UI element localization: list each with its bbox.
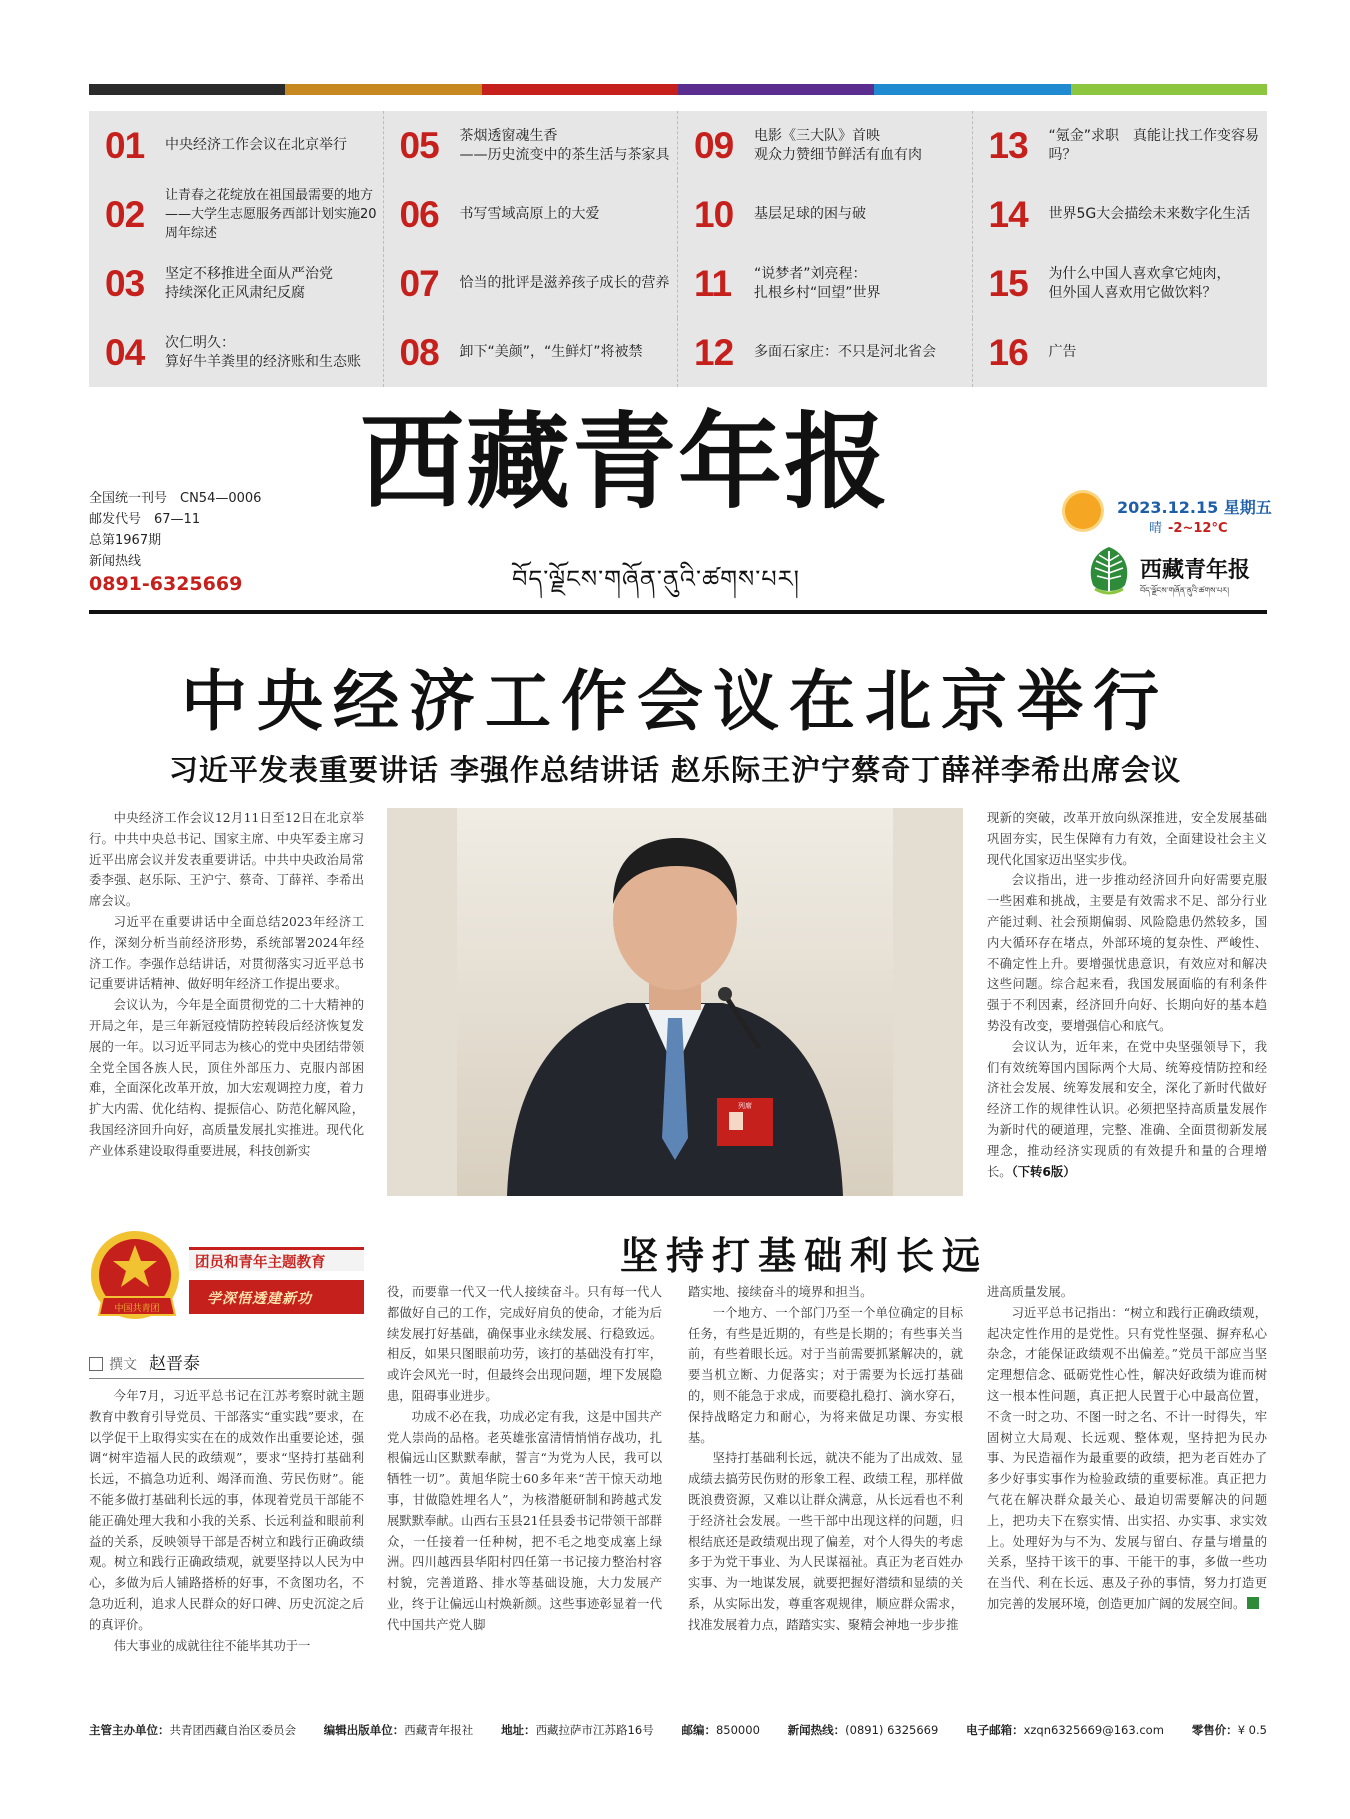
toc-item[interactable] — [384, 111, 679, 180]
logo-tibetan: བོད་ལྗོངས་གཞོན་ནུའི་ཚགས་པར། — [1140, 586, 1229, 595]
toc-item[interactable] — [973, 249, 1268, 318]
paragraph: 习近平在重要讲话中全面总结2023年经济工作，深刻分析当前经济形势，系统部署2024年经济工作。李强作总结讲话，对贯彻落实习近平总书记重要讲话精神、做好明年经济工作提出要求。 — [89, 914, 364, 992]
toc-item[interactable] — [384, 249, 679, 318]
issue-date: 2023.12.15 星期五 — [1117, 498, 1272, 517]
issn-line: 全国统一刊号 CN54—0006 — [89, 491, 262, 506]
paragraph — [987, 1303, 1267, 1615]
page-number: 09 — [694, 124, 734, 166]
page-number: 01 — [105, 124, 145, 166]
toc-item[interactable] — [678, 111, 973, 180]
toc-title: 让青春之花绽放在祖国最需要的地方 ——大学生志愿服务西部计划实施20周年综述 — [165, 188, 377, 241]
speaker-photo — [387, 808, 963, 1196]
page-number: 15 — [988, 262, 1028, 304]
page-number: 14 — [988, 193, 1028, 235]
toc-title: 书写雪域高原上的大爱 — [459, 206, 600, 222]
footer-label: 地址： — [501, 1723, 536, 1737]
temperature: -2~12°C — [1168, 521, 1228, 536]
toc-title: 为什么中国人喜欢拿它炖肉， 但外国人喜欢用它做饮料？ — [1048, 265, 1231, 301]
newspaper-title-tibetan: བོད་ལྗོངས་གཞོན་ནུའི་ཚགས་པར། — [512, 565, 800, 593]
footer-price — [1192, 1722, 1267, 1738]
toc-item[interactable] — [89, 249, 384, 318]
footer-label: 编辑出版单位： — [323, 1723, 405, 1737]
badge-caption: 列席 — [738, 1102, 752, 1110]
toc-item[interactable] — [973, 180, 1268, 249]
page-number: 10 — [694, 193, 734, 235]
hotline-number: 0891-6325669 — [89, 573, 243, 595]
youth-league-emblem-icon — [89, 1225, 189, 1335]
paragraph: 现新的突破，改革开放向纵深推进，安全发展基础巩固夯实，民生保障有力有效，全面建设社会主义现代化国家迈出坚实步伐。 — [987, 811, 1267, 867]
byline-label: 撰文 — [109, 1357, 137, 1373]
lead-column-2 — [987, 808, 1267, 1201]
footer-value: 西藏拉萨市江苏路16号 — [535, 1723, 654, 1737]
paragraph-text: 会议认为，近年来，在党中央坚强领导下，我们有效统筹国内国际两个大局、统筹疫情防控和经济社会发展、统筹发展和安全，深化了新时代做好经济工作的规律性认识。必须把坚持高质量发展作为新时代的硬道理，完整、准确、全面贯彻新发展理念，推动经济实现质的有效提升和量的合理增长。 — [987, 1039, 1267, 1179]
toc-item[interactable] — [384, 180, 679, 249]
toc-title: 茶烟透窗魂生香 ——历史流变中的茶生活与茶家具 — [459, 127, 670, 163]
page-number: 06 — [399, 193, 439, 235]
byline — [89, 1349, 364, 1379]
lead-subheadline: 习近平发表重要讲话 李强作总结讲话 赵乐际王沪宁蔡奇丁薛祥李希出席会议 — [168, 753, 1182, 787]
paragraph: 会议认为，今年是全面贯彻党的二十大精神的开局之年，是三年新冠疫情防控转段后经济恢复发展的一年。以习近平同志为核心的党中央团结带领全党全国各族人民，顶住外部压力、克服内部困难，全面深化改革开放，加大宏观调控力度，着力扩大内需、优化结构、提振信心、防范化解风险，我国经济回升向好，高质量发展扎实推进。现代化产业体系建设取得重要进展，科技创新实 — [89, 998, 364, 1158]
theme-slogan: 学深悟透建新功 — [207, 1291, 312, 1307]
footer-label: 零售价： — [1191, 1723, 1238, 1737]
paragraph: 一个地方、一个部门乃至一个单位确定的目标任务，有些是近期的，有些是长期的；有些事关当前，有些着眼长远。对于当前需要抓紧解决的，就要当机立断、力促落实；对于需要为长远打基础的，则不能急于求成，而要稳扎稳打、滴水穿石，保持战略定力和耐心，为将来做足功课、夯实根基。 — [688, 1305, 963, 1445]
weather-text: 晴 — [1149, 521, 1163, 536]
toc-title: 广告 — [1048, 344, 1077, 360]
toc-title: 卸下“美颜”，“生鲜灯”将被禁 — [459, 344, 643, 360]
page-number: 11 — [694, 262, 732, 304]
footer-sponsor — [89, 1722, 296, 1738]
paragraph: 伟大事业的成就往往不能毕其功于一 — [113, 1638, 311, 1653]
lead-headline: 中央经济工作会议在北京举行 — [181, 663, 1169, 740]
hotline-label: 新闻热线 — [89, 554, 142, 569]
footer-label: 电子邮箱： — [966, 1723, 1024, 1737]
author-name: 赵晋泰 — [149, 1354, 200, 1374]
column-text-2 — [387, 1282, 662, 1677]
toc-title: 次仁明久： 算好牛羊粪里的经济账和生态账 — [165, 334, 361, 370]
logo-name: 西藏青年报 — [1140, 557, 1251, 583]
page-number: 04 — [105, 331, 145, 373]
paragraph: 会议指出，进一步推动经济回升向好需要克服一些困难和挑战，主要是有效需求不足、部分行业产能过剩、社会预期偏弱、风险隐患仍然较多，国内大循环存在堵点，外部环境的复杂性、严峻性、不确定性上升。要增强忧患意识，有效应对和解决这些问题。综合起来看，我国发展面临的有利条件强于不利因素，经济回升向好、长期向好的基本趋势没有改变，要增强信心和底气。 — [987, 873, 1267, 1033]
footer-value: ¥ 0.5 — [1237, 1723, 1267, 1737]
contents-index — [89, 111, 1267, 387]
toc-item[interactable] — [89, 111, 384, 180]
paragraph — [987, 1037, 1267, 1183]
footer-value[interactable]: xzqn6325669@163.com — [1023, 1723, 1164, 1737]
toc-title: 世界5G大会描绘未来数字化生活 — [1048, 206, 1251, 222]
page-number: 07 — [399, 262, 439, 304]
toc-item[interactable] — [678, 180, 973, 249]
sun-icon — [1065, 493, 1101, 529]
paragraph: 坚持打基础利长远，就决不能为了出成效、显成绩去搞劳民伤财的形象工程、政绩工程，那样做既浪费资源，又难以让群众满意，从长远看也不利于经济社会发展。一些干部中出现这样的问题，归根结底还是政绩观出现了偏差，对个人得失的考虑多于为党干事业、为人民谋福祉。真正为老百姓办实事、为一地谋发展，就要把握好潜绩和显绩的关系，从实际出发，尊重客观规律，顺应群众需求，找准发展着力点，踏踏实实、聚精会神地一步步推 — [688, 1451, 963, 1632]
brand-logo — [1085, 543, 1271, 599]
footer-value: 共青团西藏自治区委员会 — [169, 1723, 296, 1737]
paragraph: 中央经济工作会议12月11日至12日在北京举行。中共中央总书记、国家主席、中央军委主席习近平出席会议并发表重要讲话。中共中央政治局常委李强、赵乐际、王沪宁、蔡奇、丁薛祥、李希出席会议。 — [89, 811, 364, 909]
page-number: 03 — [105, 262, 145, 304]
paragraph: 役，而要靠一代又一代人接续奋斗。只有每一代人都做好自己的工作，完成好肩负的使命，才能为后续发展打好基础，确保事业永续发展、行稳致远。相反，如果只图眼前功劳，该打的基础没有打牢，或许会风光一时，但最终会出现问题，埋下发展隐患，阻碍事业进步。 — [387, 1285, 662, 1403]
footer-email — [966, 1722, 1164, 1738]
toc-item[interactable] — [678, 318, 973, 387]
emblem-text: 中国共青团 — [114, 1304, 160, 1314]
footer — [89, 1722, 1267, 1738]
color-segment — [285, 84, 481, 95]
theme-education-banner — [89, 1225, 364, 1345]
toc-item[interactable] — [973, 111, 1268, 180]
page-number: 12 — [694, 331, 734, 373]
page-number: 08 — [399, 331, 439, 373]
issue-number: 总第1967期 — [89, 533, 162, 548]
column-text-4 — [987, 1282, 1267, 1677]
color-segment — [678, 84, 874, 95]
footer-value: (0891) 6325669 — [845, 1723, 939, 1737]
lead-column-1 — [89, 808, 364, 1201]
paragraph: 踏实地、接续奋斗的境界和担当。 — [688, 1285, 873, 1299]
page-number: 02 — [105, 193, 145, 235]
toc-item[interactable] — [89, 180, 384, 249]
masthead-rule — [89, 610, 1267, 614]
column-text-3 — [688, 1282, 963, 1677]
column-text-1 — [89, 1386, 364, 1677]
toc-item[interactable] — [89, 318, 384, 387]
toc-title: 中央经济工作会议在北京举行 — [165, 137, 347, 153]
top-color-bar — [89, 84, 1267, 95]
footer-value: 西藏青年报社 — [404, 1723, 474, 1737]
toc-title: “氪金”求职 真能让找工作变容易吗？ — [1048, 127, 1260, 163]
continued-note[interactable]: （下转6版） — [1011, 1164, 1076, 1179]
page-number: 05 — [399, 124, 439, 166]
color-segment — [89, 84, 285, 95]
end-mark-icon — [1247, 1597, 1259, 1609]
color-segment — [1071, 84, 1267, 95]
color-segment — [874, 84, 1070, 95]
toc-title: 基层足球的困与破 — [754, 206, 866, 222]
toc-title: 电影《三大队》首映 观众力赞细节鲜活有血有肉 — [754, 127, 922, 163]
page-number: 13 — [988, 124, 1028, 166]
column-headline: 坚持打基础利长远 — [620, 1233, 989, 1278]
footer-hotline — [788, 1722, 939, 1738]
toc-title: 坚定不移推进全面从严治党 持续深化正风肃纪反腐 — [165, 265, 333, 301]
weather-condition — [1149, 517, 1227, 536]
lead-photo — [387, 808, 963, 1196]
paragraph: 进高质量发展。 — [987, 1285, 1074, 1299]
toc-title: “说梦者”刘亮程： 扎根乡村“回望”世界 — [754, 265, 881, 301]
publication-info — [89, 488, 261, 595]
toc-title: 多面石家庄：不只是河北省会 — [754, 344, 936, 360]
postal-code-line: 邮发代号 67—11 — [89, 512, 201, 527]
footer-label: 新闻热线： — [787, 1723, 846, 1737]
footer-editor — [324, 1722, 474, 1738]
page-number: 16 — [988, 331, 1028, 373]
theme-title: 团员和青年主题教育 — [195, 1255, 326, 1271]
footer-label: 邮编： — [681, 1723, 716, 1737]
paragraph: 功成不必在我，功成必定有我，这是中国共产党人崇尚的品格。老英雄张富清情悄悄存战功，扎根偏远山区默默奉献，誓言“为党为人民，我可以牺牲一切”。黄旭华院士60多年来“苦干惊天动地事，甘做隐姓埋名人”，为核潜艇研制和跨越式发展默默奉献。山西右玉县21任县委书记带领干部群众，一任接着一任种树，把不毛之地变成塞上绿洲。四川越西县华阳村四任第一书记接力整治村容村貌，完善道路、排水等基础设施，大力发展产业，终于让偏远山村焕新颜。这些事迹彰显着一代代中国共产党人脚 — [387, 1409, 662, 1632]
pen-icon — [89, 1357, 103, 1371]
footer-value: 850000 — [715, 1723, 760, 1737]
paragraph-text: 习近平总书记指出：“树立和践行正确政绩观，起决定性作用的是党性。只有党性坚强、摒弃私心杂念，才能保证政绩观不出偏差。”党员干部应当坚定理想信念、砥砺党性心性，解决好政绩为谁而树这一根本性问题，真正把人民置于心中最高位置，不贪一时之功、不图一时之名、不计一时得失，牢固树立大局观、长远观、整体观，坚持把为民办事、为民造福作为最重要的政绩，把为老百姓办了多少好事实事作为检验政绩的重要标准。真正把力气花在解决群众最关心、最迫切需要解决的问题上，把功夫下在察实情、出实招、办实事、求实效上。处理好为与不为、发展与留白、存量与增量的关系，坚持干该干的事、干能干的事，多做一些功在当代、利在长远、惠及子孙的事情，努力打造更加完善的发展环境，创造更加广阔的发展空间。 — [987, 1305, 1267, 1611]
footer-postcode — [681, 1722, 759, 1738]
footer-label: 主管主办单位： — [89, 1723, 170, 1737]
paragraph: 今年7月，习近平总书记在江苏考察时就主题教育中教育引导党员、干部落实“重实践”要求，在以学促干上取得实实在在的成效作出重要论述，强调“树牢造福人民的政绩观”，要求“坚持打基础利长远，不搞急功近利、竭泽而渔、劳民伤财”。能不能多做打基础利长远的事，体现着党员干部能不能正确处理大我和小我的关系、长远利益和眼前利益的关系，反映领导干部是否树立和践行正确政绩观。树立和践行正确政绩观，就要坚持以人民为中心，多做为后人铺路搭桥的好事，不贪图功名，不急功近利，追求人民群众的好口碑、历史沉淀之后的真评价。 — [89, 1389, 364, 1632]
toc-item[interactable] — [678, 249, 973, 318]
color-segment — [482, 84, 678, 95]
footer-address — [501, 1722, 654, 1738]
newspaper-title: 西藏青年报 — [360, 400, 891, 523]
toc-item[interactable] — [973, 318, 1268, 387]
toc-item[interactable] — [384, 318, 679, 387]
leaf-logo-icon — [1085, 545, 1133, 597]
toc-title: 恰当的批评是滋养孩子成长的营养 — [459, 275, 670, 291]
